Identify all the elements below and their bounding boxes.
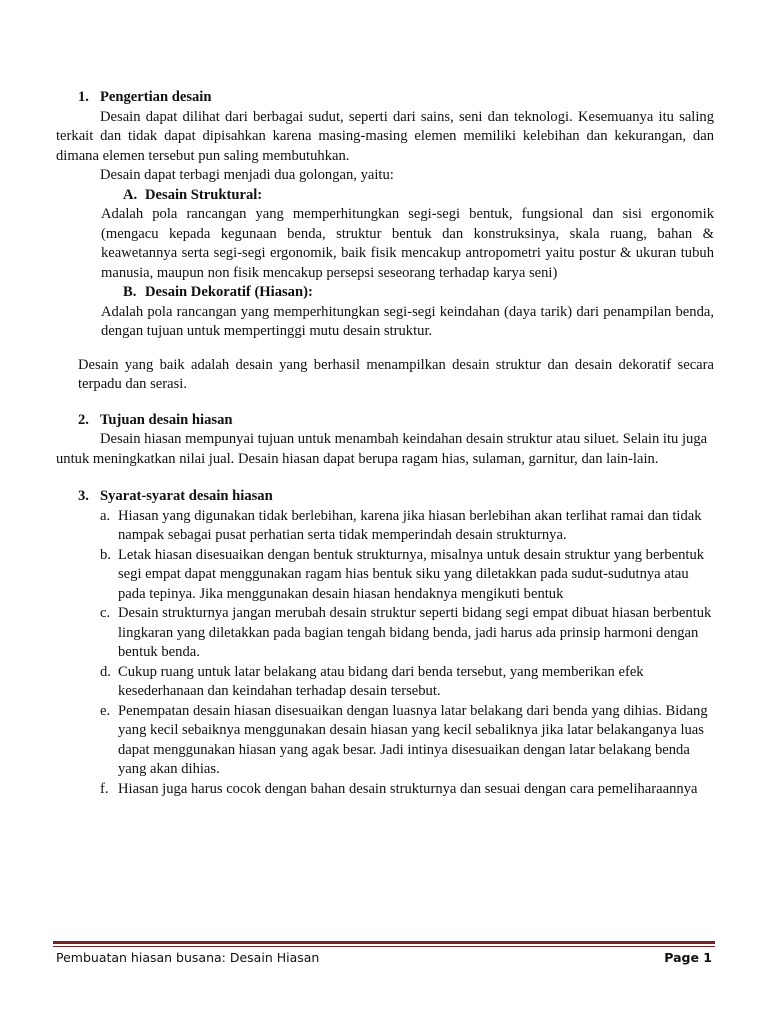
document-body xyxy=(56,76,714,799)
section-heading-3 xyxy=(56,487,714,507)
section-title: Pengertian desain xyxy=(100,89,212,105)
subheading-desain-dekoratif xyxy=(56,283,714,303)
section-title: Tujuan desain hiasan xyxy=(100,411,233,428)
paragraph: Desain dapat dilihat dari berbagai sudut, seperti dari sains, seni dan teknologi. Kesemuanya itu saling terkait dan tidak dapat dipisahkan karena masing-masing elemen memiliki kelebihan dan kekurangan, dan dimana elemen tersebut pun saling membutuhkan. xyxy=(56,108,714,164)
sub-title: Desain Dekoratif (Hiasan): xyxy=(145,284,313,300)
list-item-label: e. xyxy=(100,702,111,719)
list-item-label: c. xyxy=(100,605,111,621)
sub-number: B. xyxy=(123,284,137,300)
list-item-label: f. xyxy=(100,780,109,797)
list-item xyxy=(56,780,714,800)
page-number: Page 1 xyxy=(664,950,712,965)
footer-title: Pembuatan hiasan busana: Desain Hiasan xyxy=(56,950,320,965)
footer-rule-thin xyxy=(53,946,715,947)
list-item-label: b. xyxy=(100,546,111,563)
list-item-text: Desain strukturnya jangan merubah desain struktur seperti bidang segi empat dibuat hiasan berbentuk lingkaran yang diletakkan pada bagian tengah bidang benda, jadi harus ada prinsip harmoni dengan bentuk benda. xyxy=(118,605,712,660)
list-item-label: a. xyxy=(100,507,111,524)
list-item-label: d. xyxy=(100,663,111,680)
list-item xyxy=(56,604,714,663)
paragraph: Desain hiasan mempunyai tujuan untuk menambah keindahan desain struktur atau siluet. Selain itu juga untuk meningkatkan nilai jual. Desain hiasan dapat berupa ragam hias, sulaman, garnitur, dan lain-lain. xyxy=(56,431,708,467)
sub-number: A. xyxy=(123,186,138,203)
paragraph: Adalah pola rancangan yang memperhitungkan segi-segi bentuk, fungsional dan sisi ergonomik (mengacu kepada kegunaan benda, struktur bentuk dan konstruksinya, skala ruang, bahan & keawetannya serta segi-segi ergonomik, baik fisik mencakup antropometri yaitu postur & ukuran tubuh manusia, maupun non fisik mencakup persepsi seseorang terhadap karya seni) xyxy=(101,206,714,281)
section-number: 3. xyxy=(78,488,89,504)
paragraph: Adalah pola rancangan yang memperhitungkan segi-segi keindahan (daya tarik) dari penampilan benda, dengan tujuan untuk mempertinggi mutu desain struktur. xyxy=(101,303,714,339)
list-item-text: Letak hiasan disesuaikan dengan bentuk strukturnya, misalnya untuk desain struktur yang berbentuk segi empat dapat menggunakan ragam hias bentuk siku yang diletakkan pada sudut-sudutnya atau pada tepinya. Jika menggunakan desain hiasan hendaknya mengikuti bentuk xyxy=(118,546,705,602)
footer-rule-thick xyxy=(53,941,715,944)
section-heading-2 xyxy=(56,411,714,431)
sub-title: Desain Struktural: xyxy=(145,186,263,203)
section-heading-1 xyxy=(56,88,714,108)
list-item xyxy=(56,702,714,780)
list-item-text: Hiasan juga harus cocok dengan bahan desain strukturnya dan sesuai dengan cara pemeliharaannya xyxy=(118,780,698,797)
section-number: 2. xyxy=(78,411,89,428)
section-title: Syarat-syarat desain hiasan xyxy=(100,488,273,504)
list-item-text: Hiasan yang digunakan tidak berlebihan, karena jika hiasan berlebihan akan terlihat ramai dan tidak nampak sebagai pusat perhatian serta tidak memperindah desain strukturnya. xyxy=(118,507,702,543)
paragraph: Desain dapat terbagi menjadi dua golongan, yaitu: xyxy=(100,167,394,183)
list-item xyxy=(56,507,714,546)
section-number: 1. xyxy=(78,89,89,105)
list-item-text: Penempatan desain hiasan disesuaikan dengan luasnya latar belakang dari benda yang dihias. Bidang yang kecil sebaiknya menggunakan desain hiasan yang kecil sebaliknya jika latar belakanganya luas dapat menggunakan hiasan yang agak besar. Jadi intinya disesuaikan dengan latar belakang benda yang akan dihias. xyxy=(118,702,708,777)
subheading-desain-struktural xyxy=(56,186,714,206)
list-item-text: Cukup ruang untuk latar belakang atau bidang dari benda tersebut, yang memberikan efek kesederhanaan dan keindahan terhadap desain tersebut. xyxy=(118,663,644,699)
list-item xyxy=(56,663,714,702)
list-item xyxy=(56,546,714,605)
summary-paragraph: Desain yang baik adalah desain yang berhasil menampilkan desain struktur dan desain dekoratif secara terpadu dan serasi. xyxy=(78,356,714,392)
